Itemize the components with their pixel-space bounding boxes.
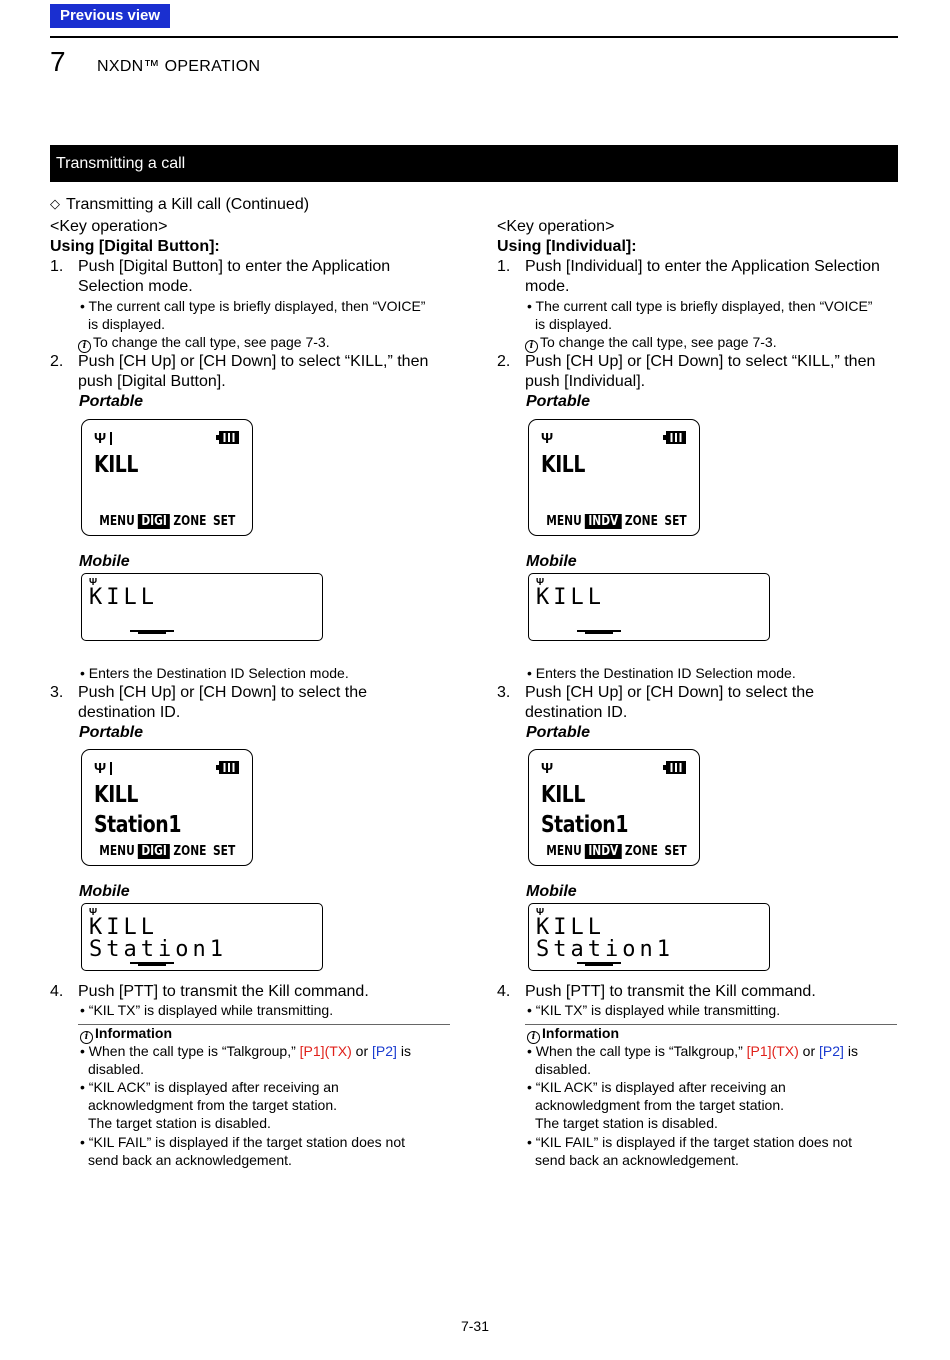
portable-lcd	[528, 419, 700, 536]
step-text: mode.	[525, 278, 570, 295]
antenna-icon: Ψ	[89, 577, 98, 588]
portable-lcd	[81, 419, 253, 536]
lcd-line: KILL	[94, 452, 139, 478]
info-bullet	[527, 1043, 858, 1059]
key-operation-heading: <Key operation>	[50, 218, 168, 235]
lcd-line: KILL	[536, 915, 605, 940]
lcd-line: KILL	[94, 782, 139, 808]
bullet-text: is displayed.	[535, 316, 613, 332]
bullet-text: is displayed.	[88, 316, 166, 332]
step-text: Selection mode.	[78, 278, 193, 295]
info-bullet	[80, 1043, 411, 1059]
softkey: ZONE	[173, 844, 207, 859]
step-number: 4.	[497, 983, 511, 1000]
info-heading-label: Information	[95, 1025, 172, 1041]
chapter-title: NXDN™ OPERATION	[97, 58, 261, 75]
note-label: To change the call type, see page 7-3.	[540, 334, 777, 350]
bullet-text: • Enters the Destination ID Selection mode.	[527, 665, 796, 681]
softkey: MENU	[99, 514, 135, 529]
using-heading: Using [Digital Button]:	[50, 238, 220, 255]
lcd-cursor	[130, 962, 174, 964]
softkey: SET	[212, 844, 236, 859]
softkeys	[543, 514, 690, 529]
lcd-cursor	[577, 962, 621, 964]
chapter-number: 7	[50, 46, 66, 77]
bullet-text: • Enters the Destination ID Selection mode.	[80, 665, 349, 681]
softkey: SET	[212, 514, 236, 529]
antenna-icon: Ψ	[536, 907, 545, 918]
portable-label: Portable	[79, 724, 144, 741]
softkey-selected: INDV	[585, 514, 622, 529]
info-circle-icon: i	[525, 340, 538, 353]
info-text: send back an acknowledgement.	[88, 1152, 292, 1168]
softkey: MENU	[546, 514, 582, 529]
step-text: Push [PTT] to transmit the Kill command.	[78, 983, 369, 1000]
page-number: 7-31	[460, 1318, 490, 1334]
lcd-line: Station1	[89, 937, 227, 962]
info-text: disabled.	[88, 1061, 145, 1077]
step-number: 1.	[497, 258, 511, 275]
bullet-text: • “KIL TX” is displayed while transmitting.	[527, 1002, 781, 1018]
info-circle-icon: i	[78, 340, 91, 353]
softkey-selected: INDV	[585, 844, 622, 859]
step-number: 2.	[497, 353, 511, 370]
antenna-icon: Ψ	[94, 430, 107, 447]
mobile-lcd	[528, 903, 770, 971]
battery-icon	[219, 431, 239, 444]
bullet-text: • The current call type is briefly displayed, then “VOICE”	[80, 298, 426, 314]
p2-link[interactable]: [P2]	[819, 1043, 844, 1059]
antenna-icon: Ψ	[94, 760, 107, 777]
info-circle-icon: i	[527, 1031, 540, 1044]
lcd-line: KILL	[536, 585, 605, 610]
signal-bar	[110, 432, 112, 445]
portable-lcd	[81, 749, 253, 866]
subsection-title	[50, 196, 309, 214]
lcd-cursor	[130, 630, 174, 632]
softkey: ZONE	[173, 514, 207, 529]
info-text: is	[396, 1043, 411, 1059]
step-text: Push [PTT] to transmit the Kill command.	[525, 983, 816, 1000]
mobile-lcd	[81, 573, 323, 641]
signal-bar	[110, 762, 112, 775]
battery-icon	[666, 431, 686, 444]
info-text: acknowledgment from the target station.	[535, 1097, 785, 1113]
lcd-line: KILL	[541, 782, 586, 808]
step-number: 1.	[50, 258, 64, 275]
bullet-text: • “KIL TX” is displayed while transmitting.	[80, 1002, 334, 1018]
info-text: or	[351, 1043, 373, 1059]
info-text: acknowledgment from the target station.	[88, 1097, 338, 1113]
info-text: send back an acknowledgement.	[535, 1152, 739, 1168]
lcd-line: Station1	[536, 937, 674, 962]
p1-tx-link[interactable]: [P1](TX)	[299, 1043, 352, 1059]
step-text: Push [CH Up] or [CH Down] to select the	[525, 684, 814, 701]
antenna-icon: Ψ	[89, 907, 98, 918]
subsection-label: Transmitting a Kill call (Continued)	[66, 196, 310, 213]
antenna-icon: Ψ	[541, 760, 554, 777]
softkey: ZONE	[624, 514, 658, 529]
header-rule	[50, 36, 898, 38]
portable-label: Portable	[526, 724, 591, 741]
note-text	[78, 334, 330, 353]
lcd-line: Station1	[94, 812, 182, 838]
info-bullet: • “KIL FAIL” is displayed if the target station does not	[527, 1134, 853, 1150]
section-title: Transmitting a call	[50, 145, 898, 182]
step-text: Push [CH Up] or [CH Down] to select “KILL,” then	[78, 353, 429, 370]
info-circle-icon: i	[80, 1031, 93, 1044]
step-number: 4.	[50, 983, 64, 1000]
bullet-text: • The current call type is briefly displayed, then “VOICE”	[527, 298, 873, 314]
mobile-lcd	[81, 903, 323, 971]
softkeys	[543, 844, 690, 859]
lcd-line: KILL	[541, 452, 586, 478]
step-text: push [Digital Button].	[78, 373, 226, 390]
mobile-label: Mobile	[526, 553, 577, 570]
mobile-lcd	[528, 573, 770, 641]
info-bullet: • “KIL ACK” is displayed after receiving an	[527, 1079, 786, 1095]
softkeys	[96, 844, 239, 859]
battery-icon	[666, 761, 686, 774]
p2-link[interactable]: [P2]	[372, 1043, 397, 1059]
mobile-label: Mobile	[526, 883, 577, 900]
lcd-line: KILL	[89, 585, 158, 610]
info-text: The target station is disabled.	[535, 1115, 718, 1131]
step-text: destination ID.	[525, 704, 628, 721]
note-label: To change the call type, see page 7-3.	[93, 334, 330, 350]
antenna-icon: Ψ	[536, 577, 545, 588]
lcd-cursor	[577, 630, 621, 632]
info-text: is	[843, 1043, 858, 1059]
using-heading: Using [Individual]:	[497, 238, 637, 255]
softkeys	[96, 514, 239, 529]
info-text: disabled.	[535, 1061, 592, 1077]
step-number: 3.	[50, 684, 64, 701]
step-text: push [Individual].	[525, 373, 646, 390]
info-heading-label: Information	[542, 1025, 619, 1041]
softkey: MENU	[546, 844, 582, 859]
info-heading	[80, 1025, 172, 1044]
step-text: destination ID.	[78, 704, 181, 721]
step-number: 2.	[50, 353, 64, 370]
lcd-line: KILL	[89, 915, 158, 940]
p1-tx-link[interactable]: [P1](TX)	[746, 1043, 799, 1059]
info-heading	[527, 1025, 619, 1044]
battery-icon	[219, 761, 239, 774]
info-bullet: • “KIL FAIL” is displayed if the target station does not	[80, 1134, 406, 1150]
step-text: Push [Individual] to enter the Application Selection	[525, 258, 880, 275]
softkey: SET	[664, 514, 687, 529]
step-number: 3.	[497, 684, 511, 701]
previous-view-button[interactable]: Previous view	[50, 4, 170, 28]
step-text: Push [Digital Button] to enter the Application	[78, 258, 391, 275]
softkey: SET	[664, 844, 687, 859]
softkey: MENU	[99, 844, 135, 859]
note-text	[525, 334, 777, 353]
antenna-icon: Ψ	[541, 430, 554, 447]
info-bullet: • “KIL ACK” is displayed after receiving an	[80, 1079, 339, 1095]
step-text: Push [CH Up] or [CH Down] to select “KILL,” then	[525, 353, 876, 370]
mobile-label: Mobile	[79, 553, 130, 570]
softkey-selected: DIGI	[138, 514, 170, 529]
portable-label: Portable	[526, 393, 591, 410]
lcd-line: Station1	[541, 812, 629, 838]
step-text: Push [CH Up] or [CH Down] to select the	[78, 684, 367, 701]
softkey: ZONE	[624, 844, 658, 859]
mobile-label: Mobile	[79, 883, 130, 900]
softkey-selected: DIGI	[138, 844, 170, 859]
info-text: • When the call type is “Talkgroup,”	[80, 1043, 300, 1059]
key-operation-heading: <Key operation>	[497, 218, 615, 235]
portable-lcd	[528, 749, 700, 866]
portable-label: Portable	[79, 393, 144, 410]
diamond-outline-icon: ◇	[50, 196, 60, 211]
info-text: • When the call type is “Talkgroup,”	[527, 1043, 747, 1059]
info-text: The target station is disabled.	[88, 1115, 271, 1131]
info-text: or	[798, 1043, 820, 1059]
